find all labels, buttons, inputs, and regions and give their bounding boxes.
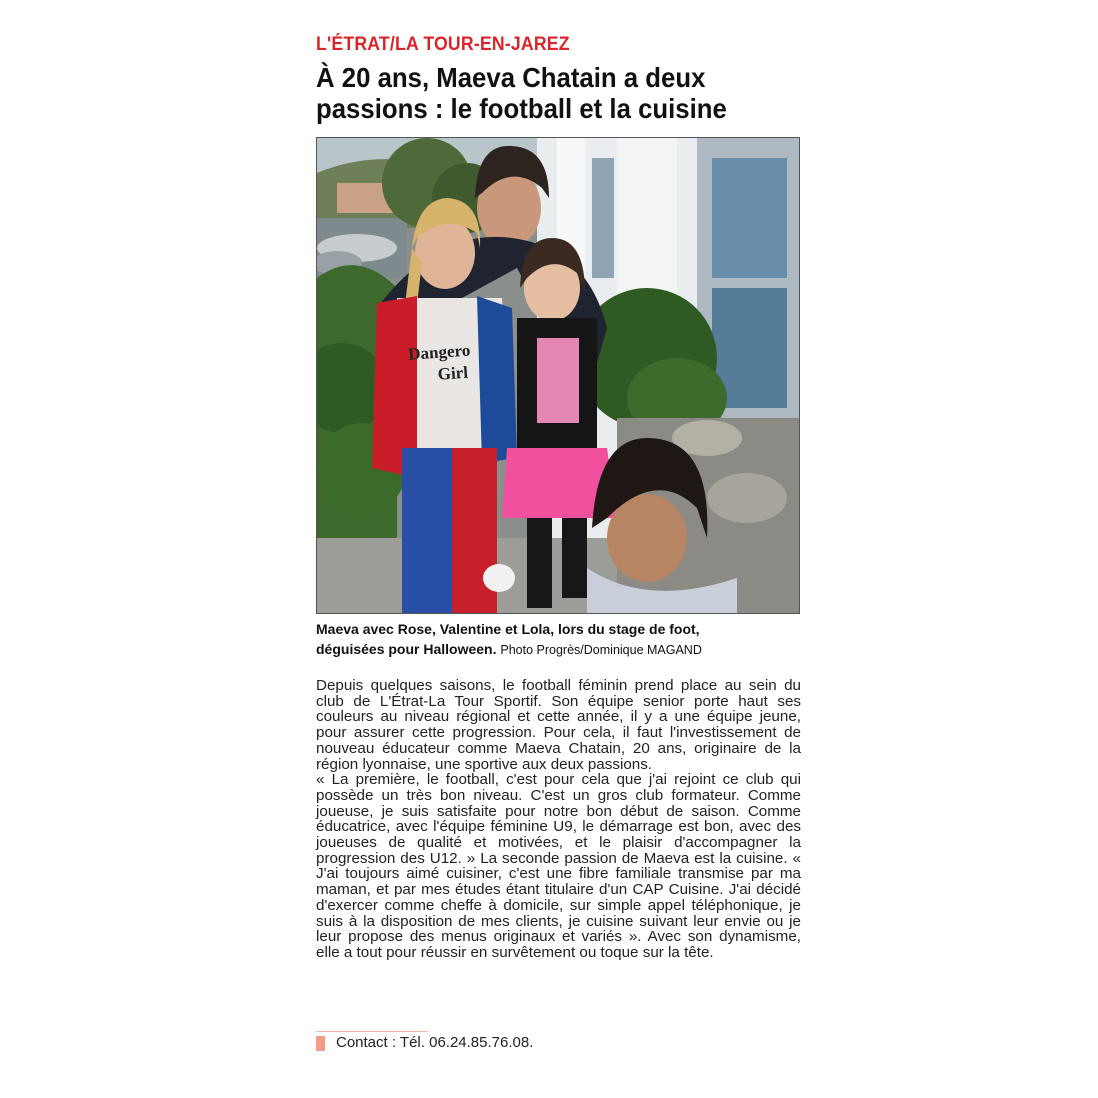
contact-marker xyxy=(316,1036,325,1051)
headline-line-1: À 20 ans, Maeva Chatain a deux xyxy=(316,62,706,93)
photo-caption xyxy=(316,619,816,660)
headline-line-2: passions : le football et la cuisine xyxy=(316,93,727,124)
shirt-print xyxy=(408,338,491,387)
body-paragraph-2: « La première, le football, c'est pour cela que j'ai rejoint ce club qui possède un très bon niveau. C'est un gros club formateur. Comme joueuse, je suis satisfaite pour notre bon début de saison. Comme éducatrice, avec l'équipe féminine U9, le démarrage est bon, avec des joueuses de qualité et motivées, et le plaisir d'accompagner la progression des U12. » La seconde passion de Maeva est la cuisine. « J'ai toujours aimé cuisiner, c'est une fibre familiale transmise par ma maman, et par mes études étant titulaire d'un CAP Cuisine. J'ai décidé d'exercer comme cheffe à domicile, sur simple appel téléphonique, je suis à la disposition de mes clients, je cuisine suivant leur envie ou je leur propose des menus originaux et variés ». Avec son dynamisme, elle a tout pour réussir en survêtement ou toque sur la tête. xyxy=(316,771,801,961)
contact-line xyxy=(316,1034,533,1052)
article-photo xyxy=(316,137,800,614)
contact-divider xyxy=(316,1031,428,1032)
caption-line-2: déguisées pour Halloween. xyxy=(316,641,497,657)
section-kicker: L'ÉTRAT/LA TOUR-EN-JAREZ xyxy=(316,34,570,55)
headline xyxy=(316,62,813,124)
photo-credit: Photo Progrès/Dominique MAGAND xyxy=(500,643,702,657)
contact-text: Contact : Tél. 06.24.85.76.08. xyxy=(336,1034,534,1051)
photo-illustration xyxy=(317,138,800,614)
article-body xyxy=(316,678,801,961)
body-paragraph-1: Depuis quelques saisons, le football féminin prend place au sein du club de L'Étrat-La Tour Sportif. Son équipe senior porte haut ses couleurs au niveau régional et cette année, il y a une équipe jeune, pour assurer cette progression. Pour cela, il faut l'investissement de nouveau éducateur comme Maeva Chatain, 20 ans, originaire de la région lyonnaise, une sportive aux deux passions. xyxy=(316,677,801,773)
caption-line-1: Maeva avec Rose, Valentine et Lola, lors du stage de foot, xyxy=(316,621,700,637)
shirt-text-line-1: Dangero xyxy=(407,340,471,364)
shirt-text-line-2: Girl xyxy=(437,362,469,384)
article-header xyxy=(316,34,801,124)
